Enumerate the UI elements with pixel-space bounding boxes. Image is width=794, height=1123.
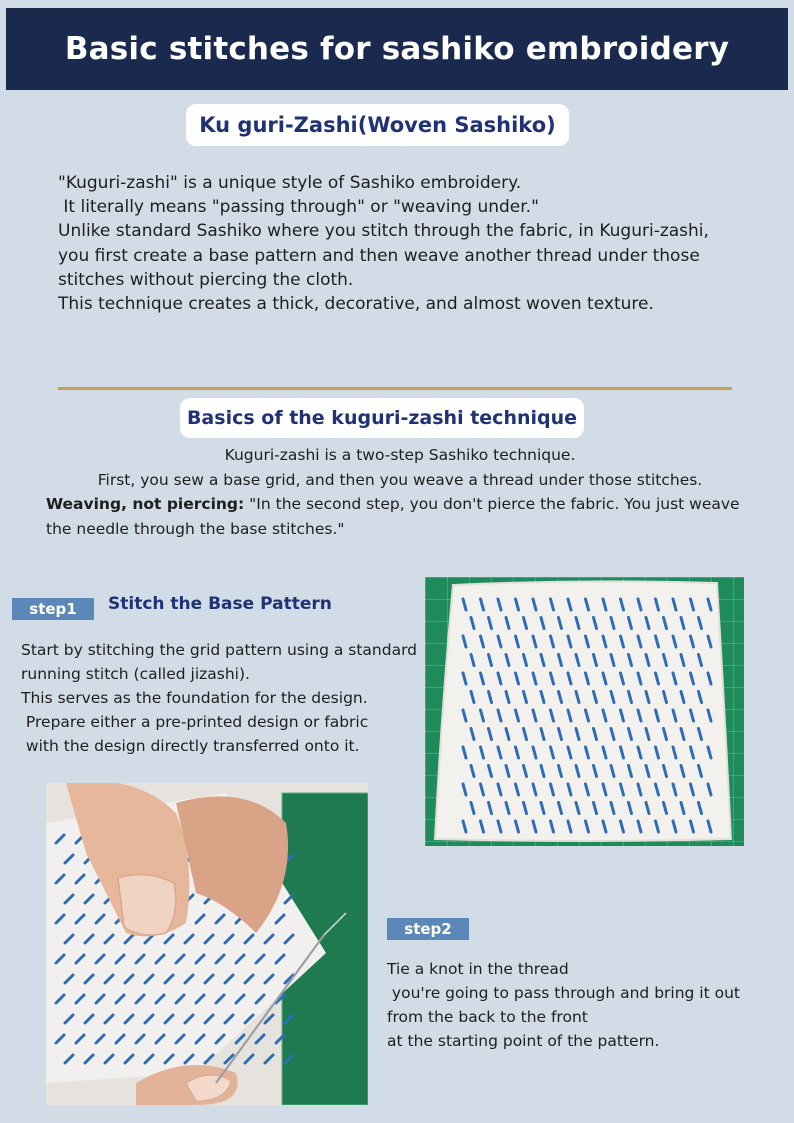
page-title: Basic stitches for sashiko embroidery: [64, 31, 730, 67]
note-text: "In the second step, you don't pierce the fabric. You just weave: [244, 495, 740, 513]
step2-line: from the back to the front: [387, 1008, 588, 1026]
note-label: Weaving, not piercing:: [46, 495, 245, 513]
step2-line: Tie a knot in the thread: [387, 960, 569, 978]
sashiko-square-photo: [425, 577, 744, 846]
intro-line: It literally means "passing through" or "weaving under.": [58, 197, 539, 218]
intro-text: [58, 171, 778, 316]
basics-note: [30, 492, 770, 517]
intro-line: stitches without piercing the cloth.: [58, 269, 354, 290]
step2-text: [387, 957, 787, 1053]
intro-line: "Kuguri-zashi" is a unique style of Sashiko embroidery.: [58, 173, 522, 193]
step2-tag: step2: [387, 918, 469, 940]
step1-tag: step1: [12, 598, 94, 620]
basics-line: Kuguri-zashi is a two-step Sashiko technique.: [224, 446, 576, 464]
step1-line: Start by stitching the grid pattern using a standard: [21, 641, 418, 659]
basics-line: First, you sew a base grid, and then you weave a thread under those stitches.: [97, 470, 703, 489]
gold-divider: [58, 387, 732, 390]
intro-line: This technique creates a thick, decorative, and almost woven texture.: [58, 294, 654, 315]
step2-line: you're going to pass through and bring it out: [387, 984, 741, 1002]
basics-text: [30, 443, 770, 541]
intro-line: Unlike standard Sashiko where you stitch through the fabric, in Kuguri-zashi,: [58, 221, 709, 242]
section2-title: Basics of the kuguri-zashi technique: [180, 398, 584, 438]
basics-note-cont: the needle through the base stitches.": [46, 519, 345, 538]
step2-line: at the starting point of the pattern.: [387, 1032, 660, 1050]
intro-line: you first create a base pattern and then weave another thread under those: [58, 245, 700, 266]
step1-line: This serves as the foundation for the design.: [21, 689, 368, 707]
step1-text: [21, 638, 421, 758]
step1-title: Stitch the Base Pattern: [108, 594, 332, 614]
section1-title: Ku guri-Zashi(Woven Sashiko): [186, 104, 569, 146]
step1-line: with the design directly transferred onto it.: [21, 737, 360, 755]
hand-needle-photo: [46, 783, 368, 1105]
page-header: [6, 8, 788, 90]
step1-line: Prepare either a pre-printed design or fabric: [21, 713, 369, 731]
step1-line: running stitch (called jizashi).: [21, 665, 250, 683]
